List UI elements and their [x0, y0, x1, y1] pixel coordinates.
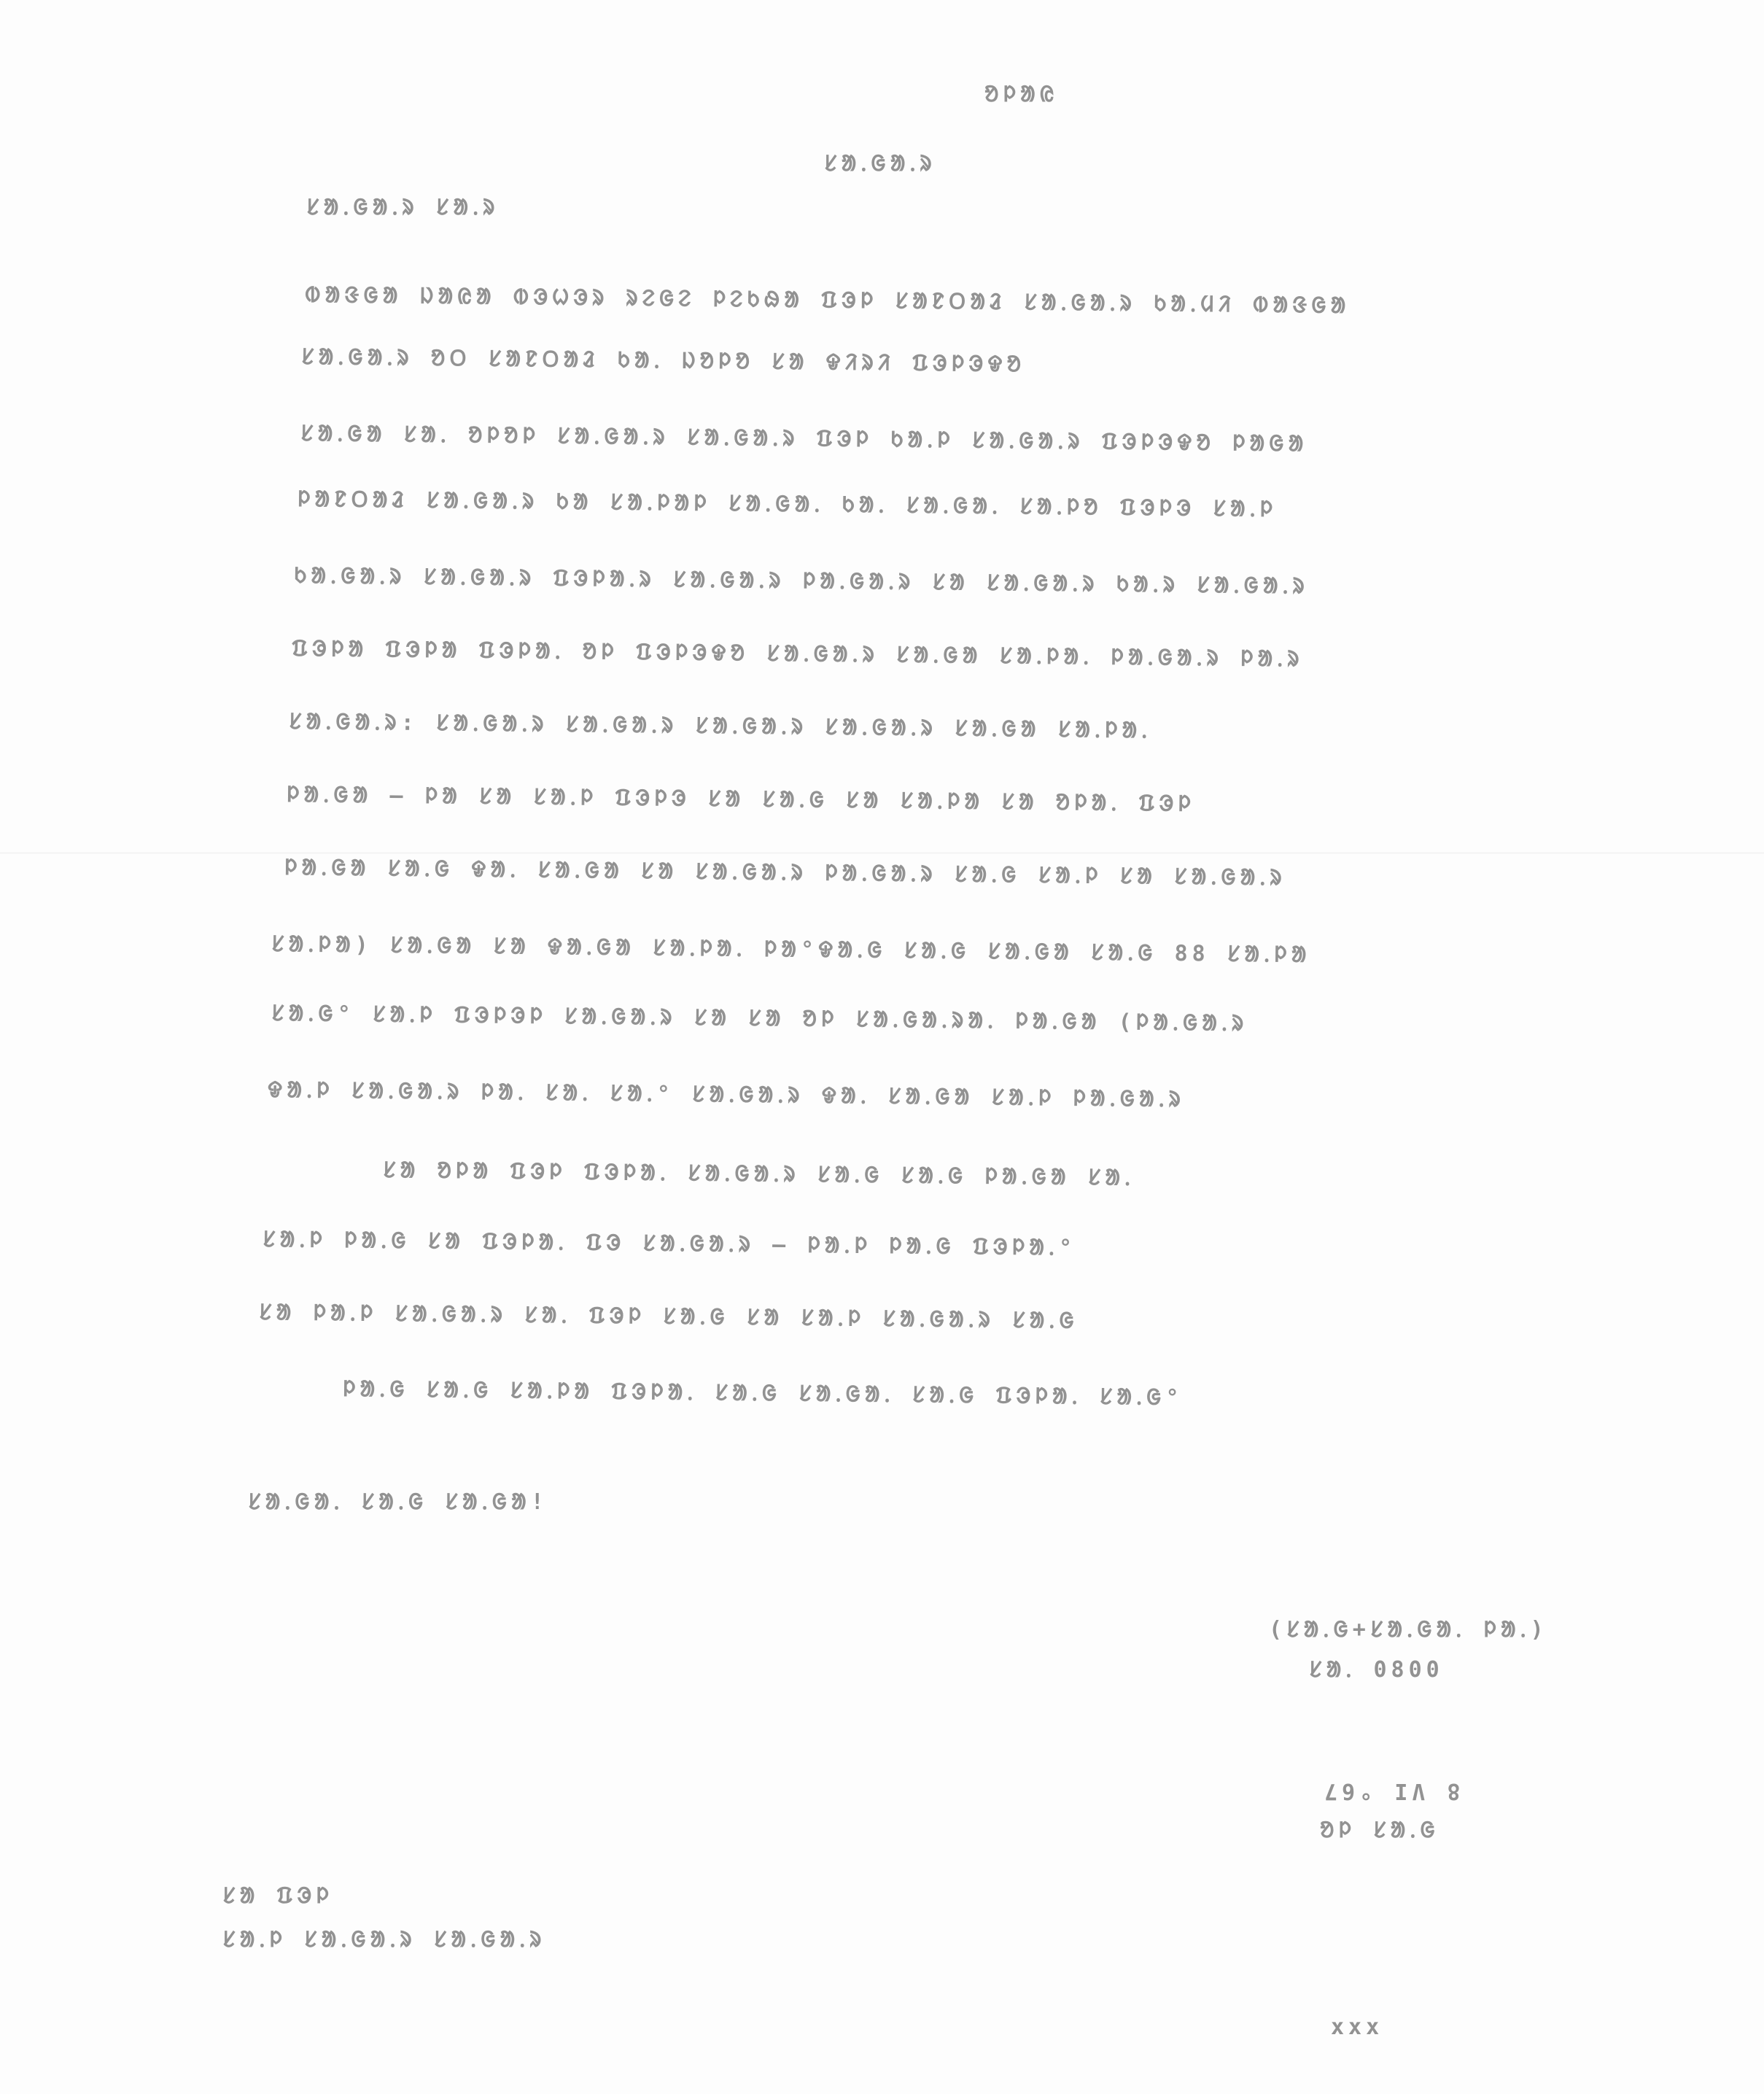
heading-2: ᱥᱟᱹᱜᱟᱹᱨ [824, 151, 936, 177]
salutation: ᱥᱟᱹᱜᱟᱹᱨ ᱥᱟᱹᱨ [306, 195, 500, 220]
body-line-1: ᱵᱟᱝᱜᱟ ᱡᱟᱭᱟ ᱵᱳᱦᱳᱨ ᱨᱮᱜᱮ ᱞᱮᱠᱷᱟ ᱯᱳᱞ ᱥᱟᱱᱛᱟᱲ ᱥᱟᱹᱜᱟᱹᱨ ᱠᱟᱹᱢᱤ ᱵᱟᱝᱜᱟ [304, 282, 1351, 319]
footer-mark: xxx [1331, 2014, 1384, 2040]
page-fold-crease [0, 852, 1764, 854]
body-line-10: ᱥᱟᱹᱞᱟ) ᱥᱟᱹᱜᱟ ᱥᱟ ᱫᱟᱹᱜᱟ ᱥᱟᱹᱞᱟᱹ ᱞᱟ°ᱫᱟᱹᱜ ᱥᱟᱹᱜ ᱥᱟᱹᱜᱟ ᱥᱟᱹᱜ 88 ᱥᱟᱹᱞᱟ [271, 931, 1311, 968]
body-line-5: ᱠᱟᱹᱜᱟᱹᱨ ᱥᱟᱹᱜᱟᱹᱨ ᱯᱳᱞᱟᱹᱨ ᱥᱟᱹᱜᱟᱹᱨ ᱞᱟᱹᱜᱟᱹᱨ ᱥᱟ ᱥᱟᱹᱜᱟᱹᱨ ᱠᱟᱹᱨ ᱥᱟᱹᱜᱟᱹᱨ [293, 563, 1310, 600]
place-line: ᱚᱞ ᱥᱟᱹᱜ [1320, 1818, 1439, 1843]
body-line-15: ᱥᱟ ᱞᱟᱹᱞ ᱥᱟᱹᱜᱟᱹᱨ ᱥᱟᱹ ᱯᱳᱞ ᱥᱟᱹᱜ ᱥᱟ ᱥᱟᱹᱞ ᱥᱟᱹᱜᱟᱹᱨ ᱥᱟᱹᱜ [258, 1300, 1079, 1334]
body-line-4: ᱞᱟᱱᱛᱟᱲ ᱥᱟᱹᱜᱟᱹᱨ ᱠᱟ ᱥᱟᱹᱞᱟᱞ ᱥᱟᱹᱜᱟᱹ ᱠᱟᱹ ᱥᱟᱹᱜᱟᱹ ᱥᱟᱹᱞᱚ ᱯᱳᱞᱳ ᱥᱟᱹᱞ [297, 486, 1278, 523]
body-line-2: ᱥᱟᱹᱜᱟᱹᱨ ᱚᱛ ᱥᱟᱱᱛᱟᱲ ᱠᱟᱹ ᱡᱚᱞᱚ ᱥᱟ ᱫᱤᱨᱤ ᱯᱳᱞᱳᱫᱚ [300, 344, 1026, 378]
body-line-7: ᱥᱟᱹᱜᱟᱹᱨ: ᱥᱟᱹᱜᱟᱹᱨ ᱥᱟᱹᱜᱟᱹᱨ ᱥᱟᱹᱜᱟᱹᱨ ᱥᱟᱹᱜᱟᱹᱨ ᱥᱟᱹᱜᱟ ᱥᱟᱹᱞᱟᱹ [288, 709, 1152, 744]
recipient-line-2: ᱥᱟᱹᱞ ᱥᱟᱹᱜᱟᱹᱨ ᱥᱟᱹᱜᱟᱹᱨ [222, 1927, 546, 1953]
body-line-9: ᱞᱟᱹᱜᱟ ᱥᱟᱹᱜ ᱫᱟᱹ ᱥᱟᱹᱜᱟ ᱥᱟ ᱥᱟᱹᱜᱟᱹᱨ ᱞᱟᱹᱜᱟᱹᱨ ᱥᱟᱹᱜ ᱥᱟᱹᱞ ᱥᱟ ᱥᱟᱹᱜᱟᱹᱨ [284, 855, 1286, 891]
body-line-13: ᱥᱟ ᱚᱞᱟ ᱯᱳᱞ ᱯᱳᱞᱟᱹ ᱥᱟᱹᱜᱟᱹᱨ ᱥᱟᱹᱜ ᱥᱟᱹᱜ ᱞᱟᱹᱜᱟ ᱥᱟᱹ [382, 1157, 1135, 1191]
body-line-3: ᱥᱟᱹᱜᱟ ᱥᱟᱹ ᱚᱞᱚᱞ ᱥᱟᱹᱜᱟᱹᱨ ᱥᱟᱹᱜᱟᱹᱨ ᱯᱳᱞ ᱠᱟᱹᱞ ᱥᱟᱹᱜᱟᱹᱨ ᱯᱳᱞᱳᱫᱚ ᱞᱟᱜᱟ [300, 421, 1308, 457]
body-line-12: ᱫᱟᱹᱞ ᱥᱟᱹᱜᱟᱹᱨ ᱞᱟᱹ ᱥᱟᱹ ᱥᱟᱹ° ᱥᱟᱹᱜᱟᱹᱨ ᱫᱟᱹ ᱥᱟᱹᱜᱟ ᱥᱟᱹᱞ ᱞᱟᱹᱜᱟᱹᱨ [267, 1077, 1186, 1113]
recipient-line-1: ᱥᱟ ᱯᱳᱞ [222, 1883, 333, 1909]
signature-name: (ᱥᱟᱹᱜ+ᱥᱟᱹᱜᱟᱹ ᱞᱟᱹ) [1269, 1617, 1548, 1643]
body-line-6: ᱯᱳᱞᱟ ᱯᱳᱞᱟ ᱯᱳᱞᱟᱹ ᱚᱞ ᱯᱳᱞᱳᱫᱚ ᱥᱟᱹᱜᱟᱹᱨ ᱥᱟᱹᱜᱟ ᱥᱟᱹᱞᱟᱹ ᱞᱟᱹᱜᱟᱹᱨ ᱞᱟᱹᱨ [291, 636, 1304, 672]
body-line-14: ᱥᱟᱹᱞ ᱞᱟᱹᱜ ᱥᱟ ᱯᱳᱞᱟᱹ ᱯᱳ ᱥᱟᱹᱜᱟᱹᱨ – ᱞᱟᱹᱞ ᱞᱟᱹᱜ ᱯᱳᱞᱟᱹ° [262, 1227, 1077, 1261]
closing-line: ᱥᱟᱹᱜᱟᱹ ᱥᱟᱹᱜ ᱥᱟᱹᱜᱟ! [248, 1489, 548, 1515]
body-line-8: ᱞᱟᱹᱜᱟ – ᱞᱟ ᱥᱟ ᱥᱟᱹᱞ ᱯᱳᱞᱳ ᱥᱟ ᱥᱟᱹᱜ ᱥᱟ ᱥᱟᱹᱞᱟ ᱥᱟ ᱚᱞᱟᱹ ᱯᱳᱞ [286, 782, 1196, 818]
body-line-16: ᱞᱟᱹᱜ ᱥᱟᱹᱜ ᱥᱟᱹᱞᱟ ᱯᱳᱞᱟᱹ ᱥᱟᱹᱜ ᱥᱟᱹᱜᱟᱹ ᱥᱟᱹᱜ ᱯᱳᱞᱟᱹ ᱥᱟᱹᱜ° [342, 1376, 1184, 1411]
body-line-11: ᱥᱟᱹᱜ° ᱥᱟᱹᱞ ᱯᱳᱞᱳᱞ ᱥᱟᱹᱜᱟᱹᱨ ᱥᱟ ᱥᱟ ᱚᱞ ᱥᱟᱹᱜᱟᱹᱨᱟᱹ ᱞᱟᱹᱜᱟ (ᱞᱟᱹᱜᱟᱹᱨ [271, 1001, 1248, 1037]
signature-number: ᱥᱟᱹ 0800 [1309, 1657, 1444, 1683]
date-line: 8 VI °67 [1320, 1778, 1461, 1804]
heading-1: ᱚᱞᱟᱭ [984, 82, 1059, 107]
